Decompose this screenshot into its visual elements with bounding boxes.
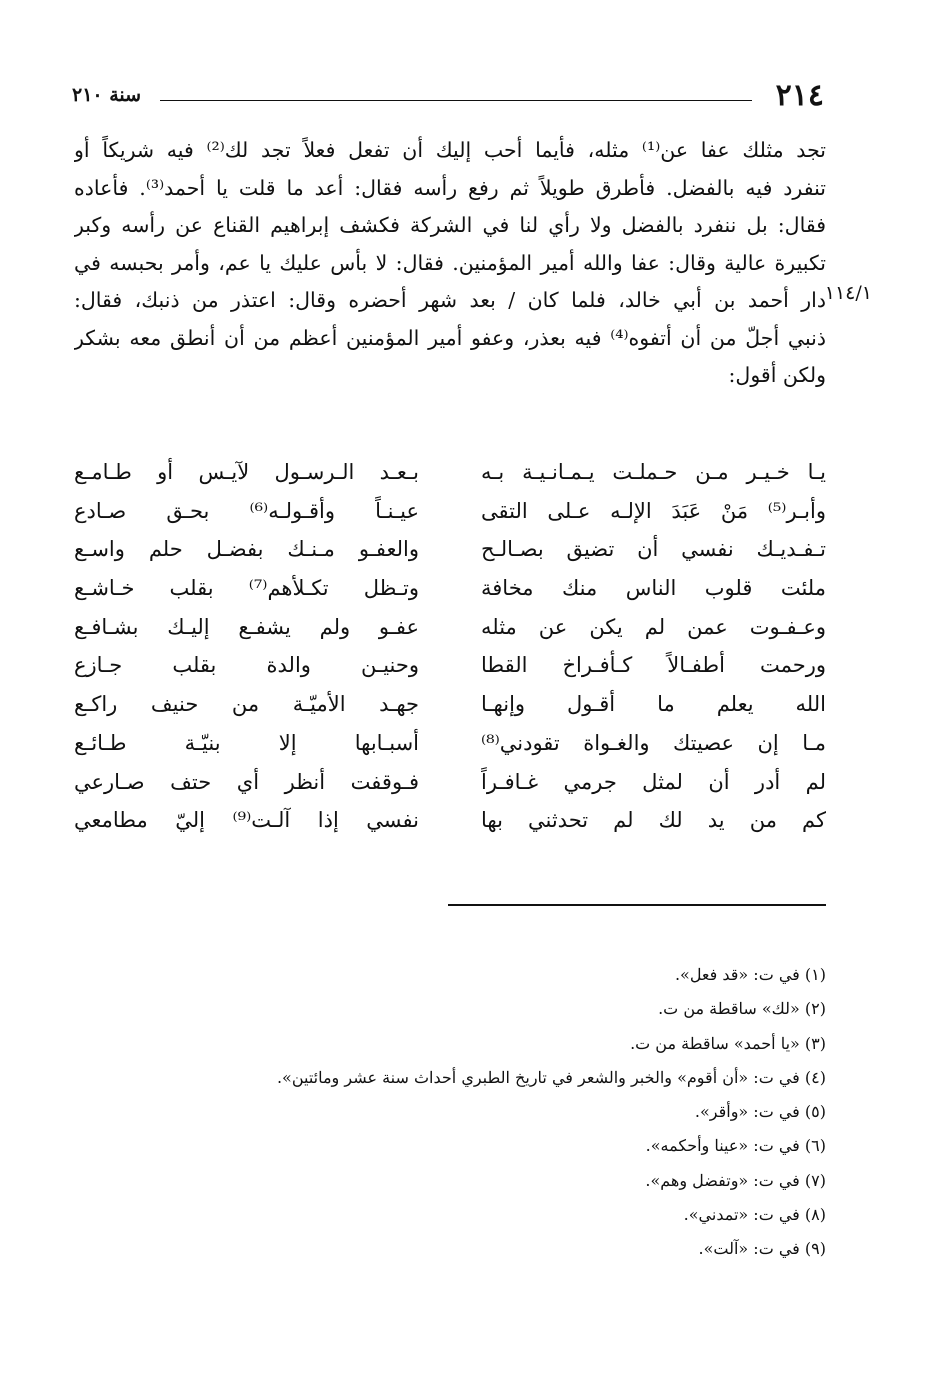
page-header <box>72 78 824 118</box>
poem-verse <box>74 646 826 685</box>
verse-first-hemistich: يـا خـيـر مـن حـملـت يـمـانـيـة بـه <box>481 460 826 484</box>
footnote: (٥) في ت: «وأقر». <box>694 1102 826 1122</box>
poem <box>74 453 826 840</box>
text-line: ذنبي أجلّ من أن أتفوه⁽⁴⁾ فيه بعذر، وعفو أمير المؤمنين أعظم من أن أنطق معه بشكر <box>74 325 826 350</box>
body-text <box>74 132 872 395</box>
poem-verse <box>74 801 826 840</box>
footnote-separator <box>448 904 826 906</box>
poem-verse <box>74 608 826 647</box>
verse-first-hemistich: الله يعلم ما أقـول وإنهـا <box>481 692 826 717</box>
verse-first-hemistich: كم من يد لك لم تحدثني بها <box>481 808 826 833</box>
verse-first-hemistich: وعـفـوت عمن لم يكن عن مثله <box>481 614 826 639</box>
verse-first-hemistich: تـفـديـك نفسي أن تضيق بصـالـح <box>481 537 826 562</box>
verse-second-hemistich: وحنيـن والدة بقلب جـازع <box>74 653 419 678</box>
footnote: (٢) «لك» ساقطة من ت. <box>658 999 826 1019</box>
footnote: (٩) في ت: «آلت». <box>698 1239 826 1259</box>
poem-verse <box>74 530 826 569</box>
poem-verse <box>74 569 826 608</box>
poem-verse <box>74 724 826 763</box>
footnotes <box>74 958 826 1267</box>
verse-first-hemistich: مـا إن عصيتك والغـواة تقودني⁽⁸⁾ <box>481 730 826 755</box>
verse-first-hemistich: وأبـر⁽⁵⁾ مَنْ عَبَدَ الإلـه عـلى التقى <box>481 498 826 523</box>
verse-second-hemistich: جهـد الأميّـة من حنيف راكـع <box>74 692 419 717</box>
footnote: (١) في ت: «قد فعل». <box>674 965 826 984</box>
text-line: تكبيرة عالية وقال: عفا والله أمير المؤمنين. فقال: لا بأس عليك يا عم، وأمر بحبسه في <box>74 250 826 275</box>
poem-verse <box>74 453 826 492</box>
poem-verse <box>74 685 826 724</box>
footnote: (٦) في ت: «عينا وأحكمه». <box>645 1136 826 1156</box>
verse-second-hemistich: فـوقفت أنظر أي حتف صـارعي <box>74 769 419 794</box>
running-header-year: سنة ٢١٠ <box>72 84 142 106</box>
verse-first-hemistich: لم أدر أن لمثل جرمي غـافـراً <box>481 769 826 794</box>
verse-second-hemistich: عيـنـاً وأقـولـه⁽⁶⁾ بحـق صـادع <box>74 498 419 523</box>
footnote: (٨) في ت: «تمدني». <box>683 1205 826 1225</box>
text-line: ولكن أقول: <box>728 363 826 387</box>
verse-first-hemistich: ورحمت أطفـالاً كـأفـراخ القطا <box>481 653 826 678</box>
poem-verse <box>74 763 826 802</box>
text-line: دار أحمد بن أبي خالد، فلما كان / بعد شهر أحضره وقال: اعتذر من ذنبك، فقال: <box>74 288 826 312</box>
verse-second-hemistich: وتـظل تكـلأهم⁽⁷⁾ بقلب خـاشـع <box>74 576 419 601</box>
verse-second-hemistich: نفسي إذا آلـت⁽⁹⁾ إليّ مطامعي <box>74 808 419 833</box>
header-rule <box>160 100 752 101</box>
margin-reference: ١١٤/١ <box>824 282 872 304</box>
footnote: (٣) «يا أحمد» ساقطة من ت. <box>630 1033 826 1053</box>
text-line: تجد مثلك عفا عن⁽¹⁾ مثله، فأيما أحب إليك أن تفعل فعلاً تجد لك⁽²⁾ فيه شريكاً أو <box>74 138 826 162</box>
footnote: (٧) في ت: «وتفضل وهم». <box>645 1170 826 1190</box>
footnote: (٤) في ت: «أن أقوم» والخبر والشعر في تاريخ الطبري أحداث سنة عشر ومائتين». <box>276 1067 826 1087</box>
text-line: تنفرد فيه بالفضل. فأطرق طويلاً ثم رفع رأسه فقال: أعد ما قلت يا أحمد⁽³⁾. فأعاده <box>74 175 826 200</box>
poem-verse <box>74 492 826 531</box>
page-number: ٢١٤ <box>775 78 824 113</box>
text-line: فقال: بل ننفرد بالفضل ولا رأي لنا في الشركة فكشف إبراهيم القناع عن رأسه وكبر <box>74 213 826 237</box>
verse-second-hemistich: والعفـو مـنـك بفضـل حلم واسـع <box>74 537 419 562</box>
verse-second-hemistich: بـعـد الـرسـول لآيـس أو طـامـع <box>74 460 419 484</box>
verse-second-hemistich: عفـو ولم يشفـع إليـك بشـافـع <box>74 614 419 639</box>
verse-second-hemistich: أسبـابها إلا بنيّـة طـائـع <box>74 730 419 755</box>
verse-first-hemistich: ملئت قلوب الناس منك مخافة <box>481 576 826 601</box>
